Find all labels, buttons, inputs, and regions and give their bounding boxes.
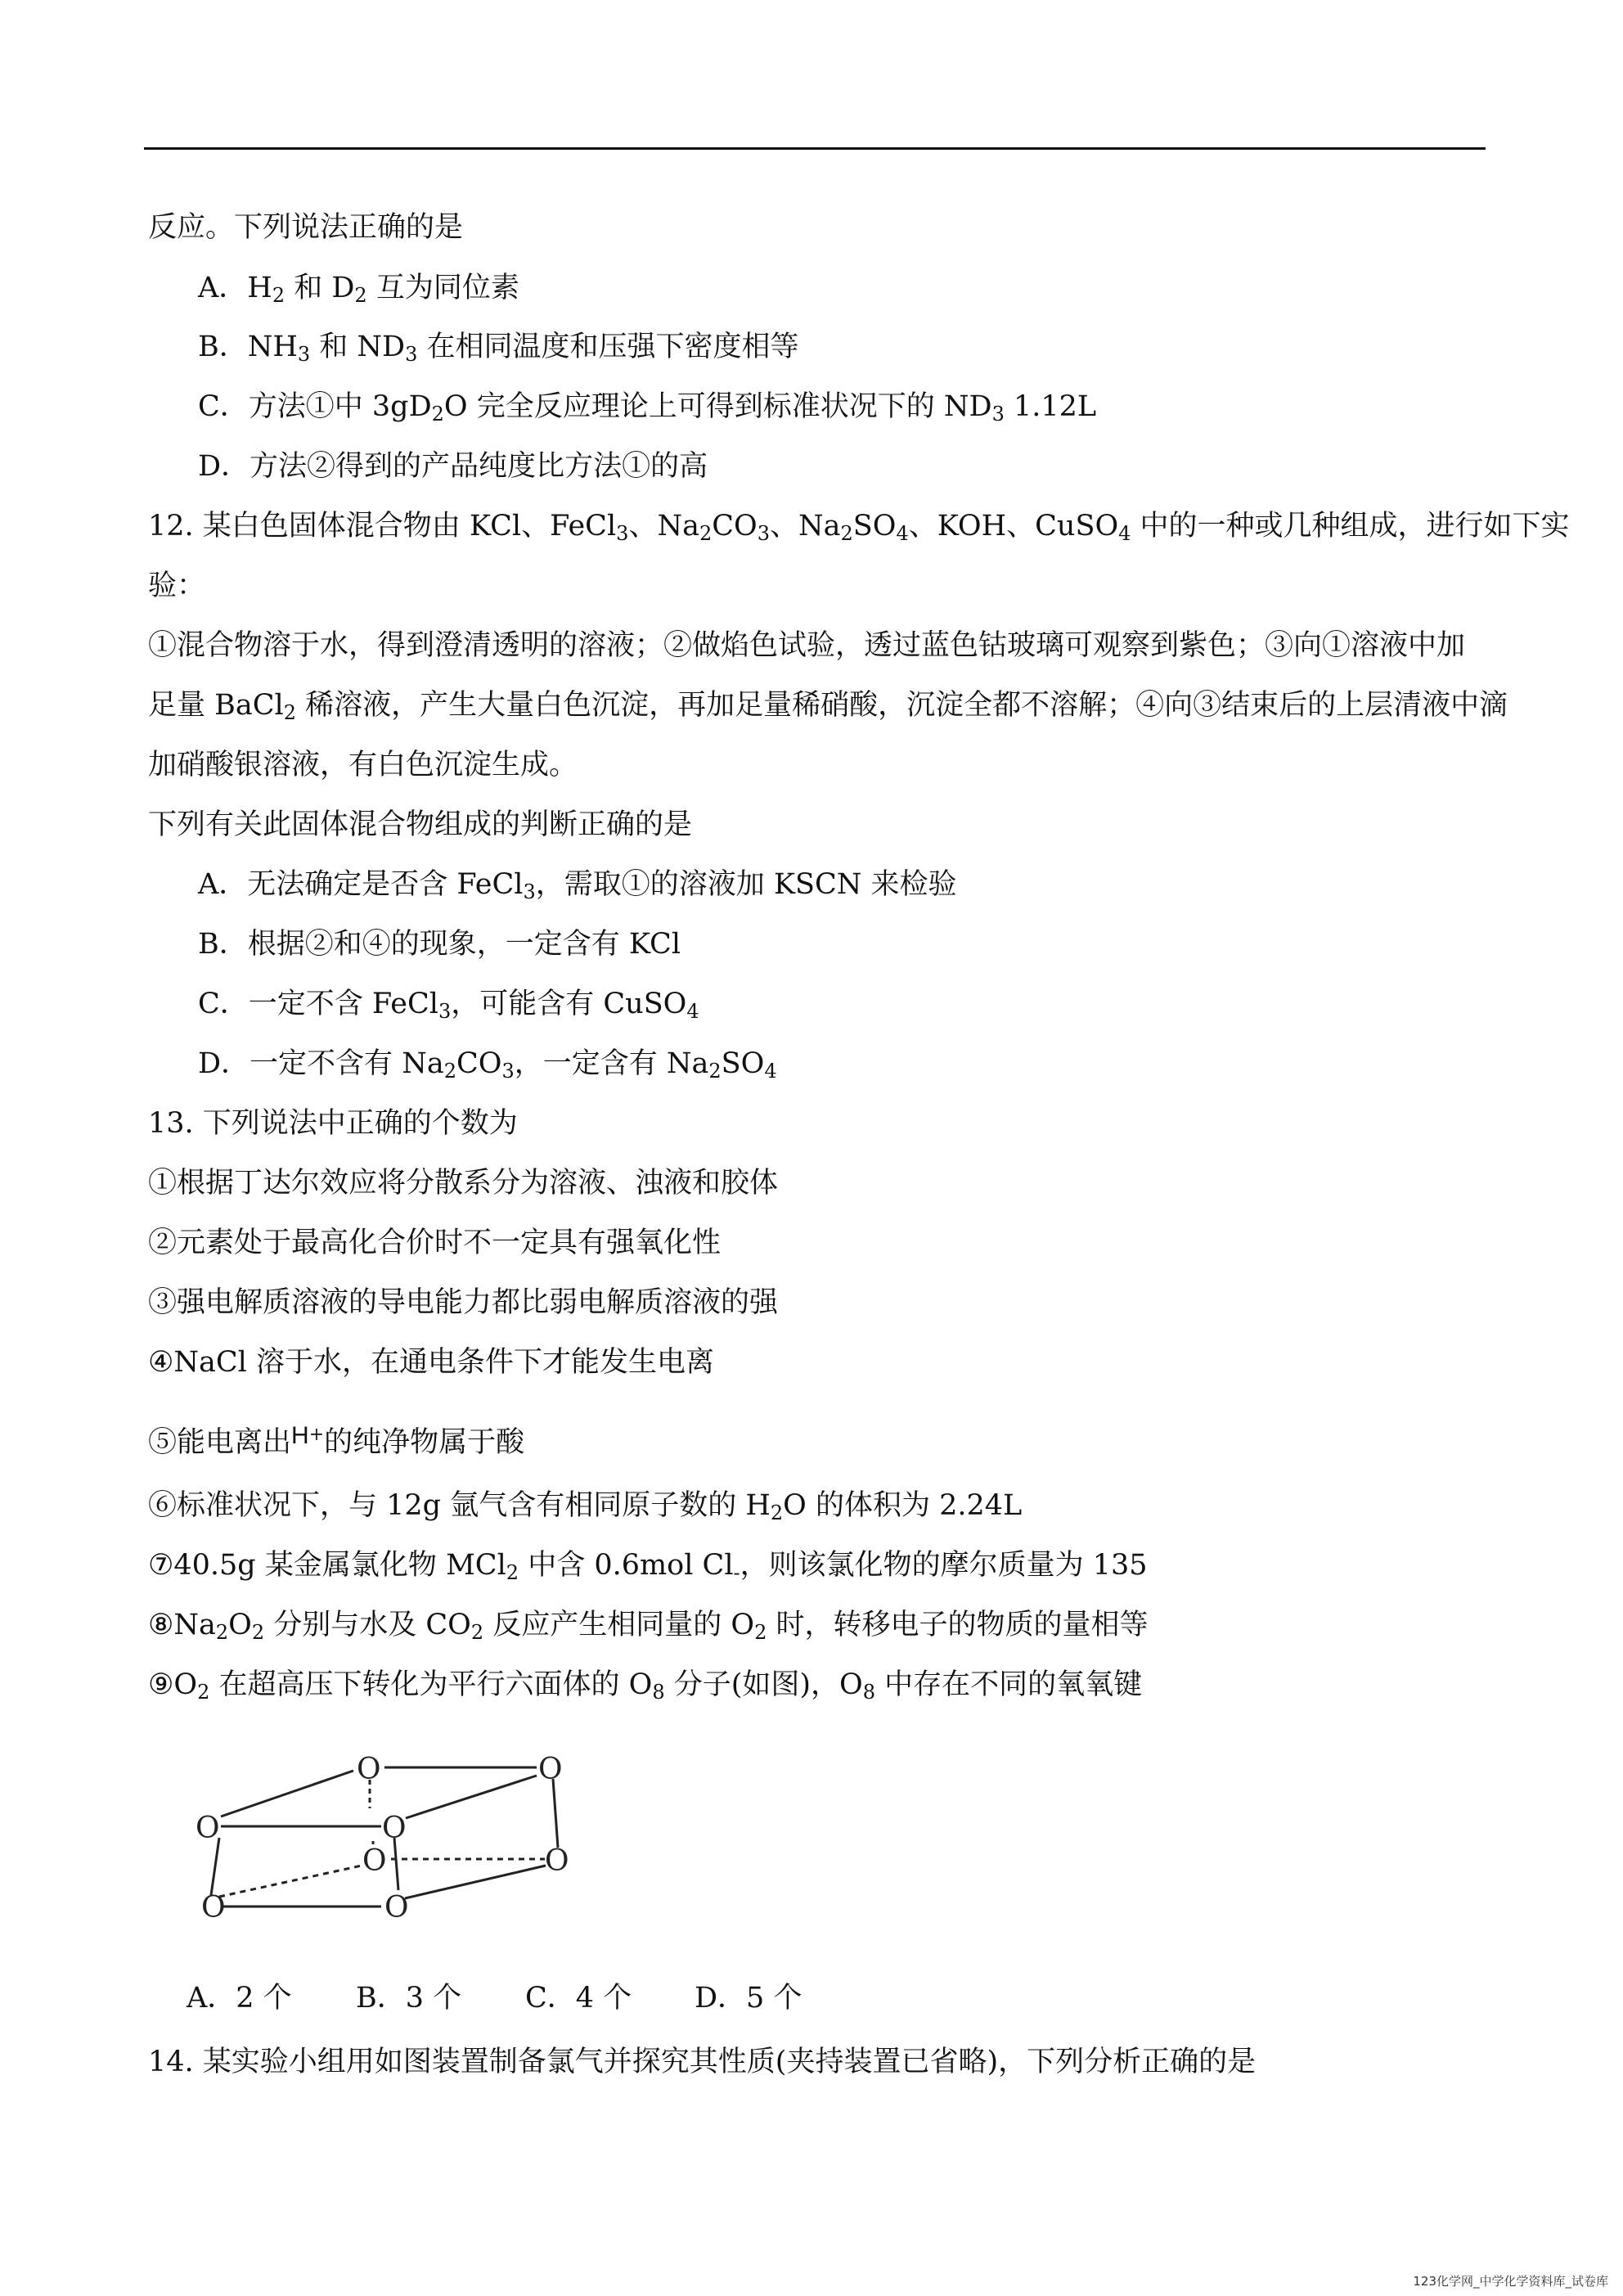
q13-option-b: B．3 个	[356, 1982, 462, 2015]
q13-item-5: ⑤能电离出H+的纯净物属于酸	[148, 1422, 525, 1459]
q14-stem: 14. 某实验小组用如图装置制备氯气并探究其性质(夹持装置已省略)，下列分析正确的是	[148, 2046, 1257, 2078]
bond-line	[405, 1866, 546, 1898]
oxygen-atom: O	[384, 1891, 409, 1925]
q13-item-2: ②元素处于最高化合价时不一定具有强氧化性	[148, 1227, 722, 1259]
bond-line	[219, 1866, 362, 1897]
oxygen-atom: O	[357, 1753, 381, 1786]
bond-line	[221, 1771, 353, 1817]
oxygen-atom: O	[201, 1891, 226, 1925]
q13-item-6: ⑥标准状况下，与 12g 氩气含有相同原子数的 $H_2O$ 的体积为 2.24L	[148, 1489, 1023, 1524]
q12-stem-line5: 加硝酸银溶液，有白色沉淀生成。	[148, 749, 578, 781]
oxygen-atom: O	[545, 1844, 569, 1878]
q12-stem-line4: 足量 BaCl$_2$ 稀溶液，产生大量白色沉淀，再加足量稀硝酸，沉淀全都不溶解；④向③结束后的上层清液中滴	[148, 689, 1508, 724]
q12-option-b: B．根据②和④的现象，一定含有 KCl	[198, 928, 681, 961]
q13-item-1: ①根据丁达尔效应将分散系分为溶液、浊液和胶体	[148, 1167, 779, 1200]
q13-options	[187, 1980, 802, 2016]
footer-watermark: 123化学网_中学化学资料库_试卷库	[1413, 2274, 1608, 2289]
q12-stem-line2: 验：	[148, 569, 206, 602]
q13-option-d: D．5 个	[695, 1982, 803, 2015]
q12-option-d: D．一定不含有 $Na_2CO_3$，一定含有 $Na_2SO_4$	[198, 1047, 777, 1083]
q12-question: 下列有关此固体混合物组成的判断正确的是	[148, 808, 693, 841]
q11-option-b: B．$NH_3$ 和 $ND_3$ 在相同温度和压强下密度相等	[198, 331, 799, 366]
q12-option-c: C．一定不含 FeCl$_3$，可能含有 CuSO$_4$	[198, 988, 699, 1023]
q12-stem-line1: 12. 某白色固体混合物由 KCl、FeCl$_3$、$Na_2CO_3$、$Na_2SO_4$、KOH、CuSO$_4$ 中的一种或几种组成，进行如下实	[148, 510, 1570, 545]
q13-item-8: $⑧Na_2O_2$ 分别与水及 $CO_2$ 反应产生相同量的 $O_2$ 时，转移电子的物质的量相等	[148, 1609, 1149, 1644]
bond-line	[553, 1779, 558, 1848]
q12-option-a: A．无法确定是否含 FeCl$_3$，需取①的溶液加 KSCN 来检验	[198, 868, 957, 903]
oxygen-atom: O	[538, 1753, 563, 1786]
bond-line	[394, 1838, 398, 1890]
q13-item-9: $⑨O_2$ 在超高压下转化为平行六面体的 $O_8$ 分子(如图)，$O_8$ 中存在不同的氧氧键	[148, 1668, 1143, 1704]
bond-line	[211, 1838, 219, 1895]
q11-stem-tail: 反应。下列说法正确的是	[148, 211, 464, 244]
q12-stem-line3: ①混合物溶于水，得到澄清透明的溶液；②做焰色试验，透过蓝色钴玻璃可观察到紫色；③向①溶液中加	[148, 629, 1466, 662]
q13-item-3: ③强电解质溶液的导电能力都比弱电解质溶液的强	[148, 1286, 779, 1319]
q13-item-4: ④NaCl 溶于水，在通电条件下才能发生电离	[148, 1346, 714, 1379]
oxygen-atom: O	[362, 1844, 387, 1878]
q13-stem: 13. 下列说法中正确的个数为	[148, 1107, 518, 1140]
bond-line	[406, 1776, 537, 1818]
oxygen-atom: O	[196, 1812, 220, 1845]
q11-option-d: D．方法②得到的产品纯度比方法①的高	[198, 450, 708, 483]
oxygen-atom: O	[382, 1812, 407, 1845]
q11-option-c: C．方法①中 $3gD_2O$ 完全反应理论上可得到标准状况下的 $ND_3$ 1.12L	[198, 390, 1097, 425]
q11-option-a: A．$H_2$ 和 $D_2$ 互为同位素	[198, 272, 519, 307]
q13-option-a: A．2 个	[187, 1982, 292, 2015]
q13-option-c: C．4 个	[525, 1982, 632, 2015]
q13-item-7: ⑦40.5g 某金属氯化物 MCl$_2$ 中含 0.6mol $Cl_-$，则该氯化物的摩尔质量为 135	[148, 1549, 1148, 1584]
